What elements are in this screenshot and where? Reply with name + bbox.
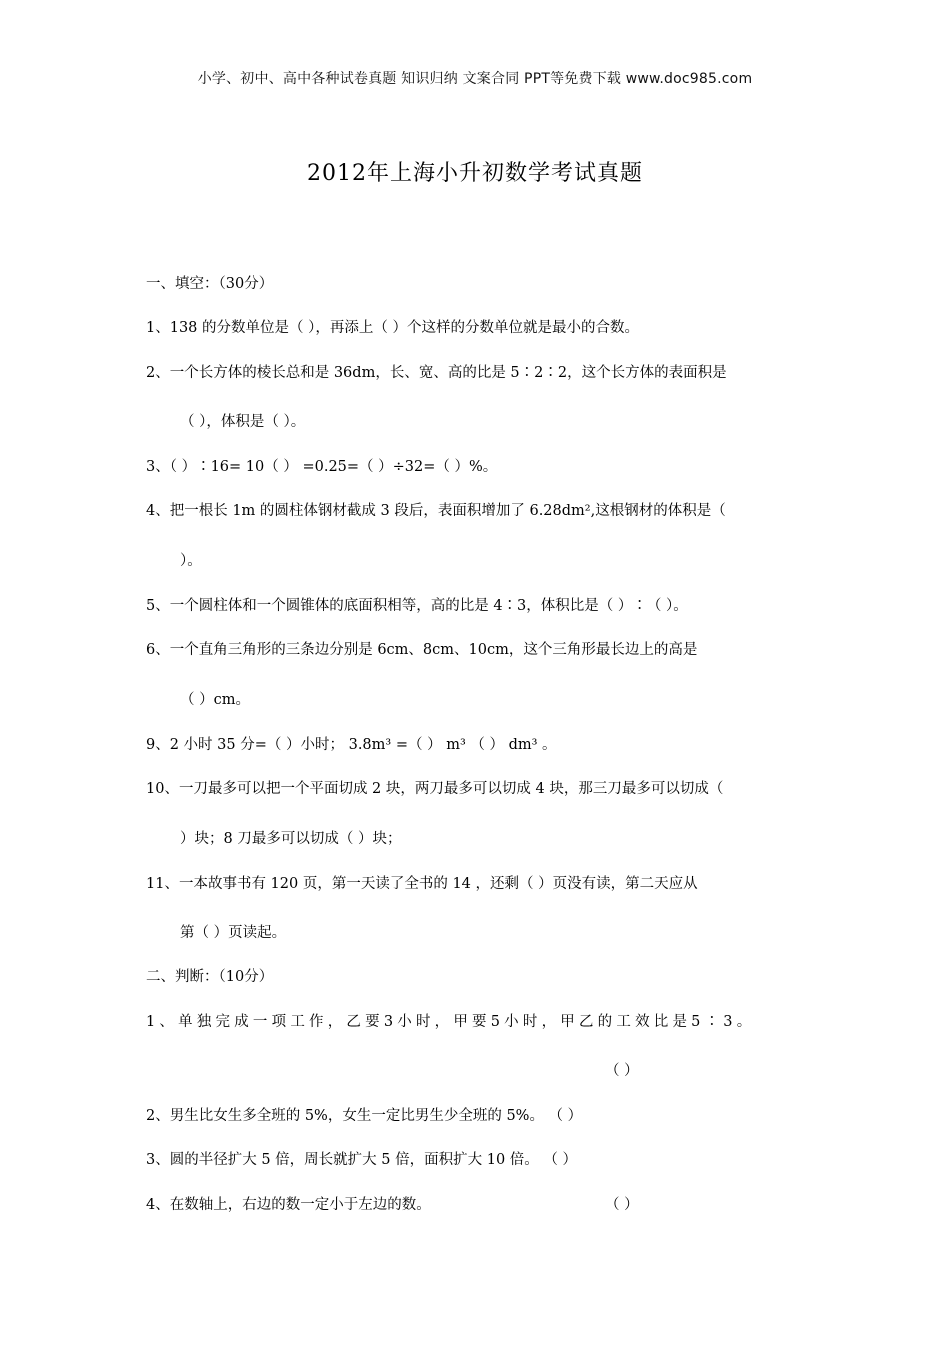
question-1-3: 3、（ ）∶16= 10（ ） =0.25=（ ）÷32=（ ）%。 (146, 459, 498, 475)
page-title: 2012年上海小升初数学考试真题 (307, 161, 643, 186)
question-1-6-line-1: 6、一个直角三角形的三条边分别是 6cm、8cm、10cm，这个三角形最长边上的高是 (146, 642, 698, 658)
question-2-4: 4、在数轴上，右边的数一定小于左边的数。 (146, 1197, 431, 1213)
question-1-2-line-2: （ ），体积是（ ）。 (180, 414, 306, 430)
question-1-10-line-2: ）块；8 刀最多可以切成（ ）块； (180, 831, 402, 847)
question-1-10-line-1: 10、一刀最多可以把一个平面切成 2 块，两刀最多可以切成 4 块，那三刀最多可以切成（ (146, 781, 724, 797)
question-1-11-line-1: 11、一本故事书有 120 页，第一天读了全书的 14 ，还剩（ ）页没有读，第二天应从 (146, 876, 698, 892)
page-header: 小学、初中、高中各种试卷真题 知识归纳 文案合同 PPT等免费下载 www.doc985.com (197, 71, 753, 87)
question-1-9: 9、2 小时 35 分=（ ）小时； 3.8m³ =（ ） m³ （ ） dm³ 。 (146, 737, 557, 753)
question-1-4-line-1: 4、把一根长 1m 的圆柱体钢材截成 3 段后，表面积增加了 6.28dm²,这根钢材的体积是（ (146, 503, 726, 519)
question-2-2: 2、男生比女生多全班的 5%，女生一定比男生少全班的 5%。 （ ） (146, 1108, 583, 1124)
question-2-1-answer-paren: （ ） (605, 1063, 639, 1079)
question-1-2-line-1: 2、一个长方体的棱长总和是 36dm，长、宽、高的比是 5∶2∶2，这个长方体的表面积是 (146, 365, 727, 381)
question-2-4-answer-paren: （ ） (605, 1197, 639, 1213)
question-2-3: 3、圆的半径扩大 5 倍，周长就扩大 5 倍，面积扩大 10 倍。 （ ） (146, 1152, 577, 1168)
question-2-1: 1、单独完成一项工作，乙要3小时，甲要5小时，甲乙的工效比是5∶3。 (146, 1014, 756, 1030)
question-1-4-line-2: ）。 (180, 553, 202, 569)
question-1-6-line-2: （ ）cm。 (180, 692, 250, 708)
section-1-heading: 一、填空：（30分） (146, 276, 274, 292)
question-1-11-line-2: 第（ ）页读起。 (180, 925, 287, 941)
section-2-heading: 二、判断：（10分） (146, 969, 274, 985)
question-1-5: 5、一个圆柱体和一个圆锥体的底面积相等，高的比是 4∶3，体积比是（ ）∶（ ）。 (146, 598, 688, 614)
question-1-1: 1、138 的分数单位是（ ），再添上（ ）个这样的分数单位就是最小的合数。 (146, 320, 639, 336)
